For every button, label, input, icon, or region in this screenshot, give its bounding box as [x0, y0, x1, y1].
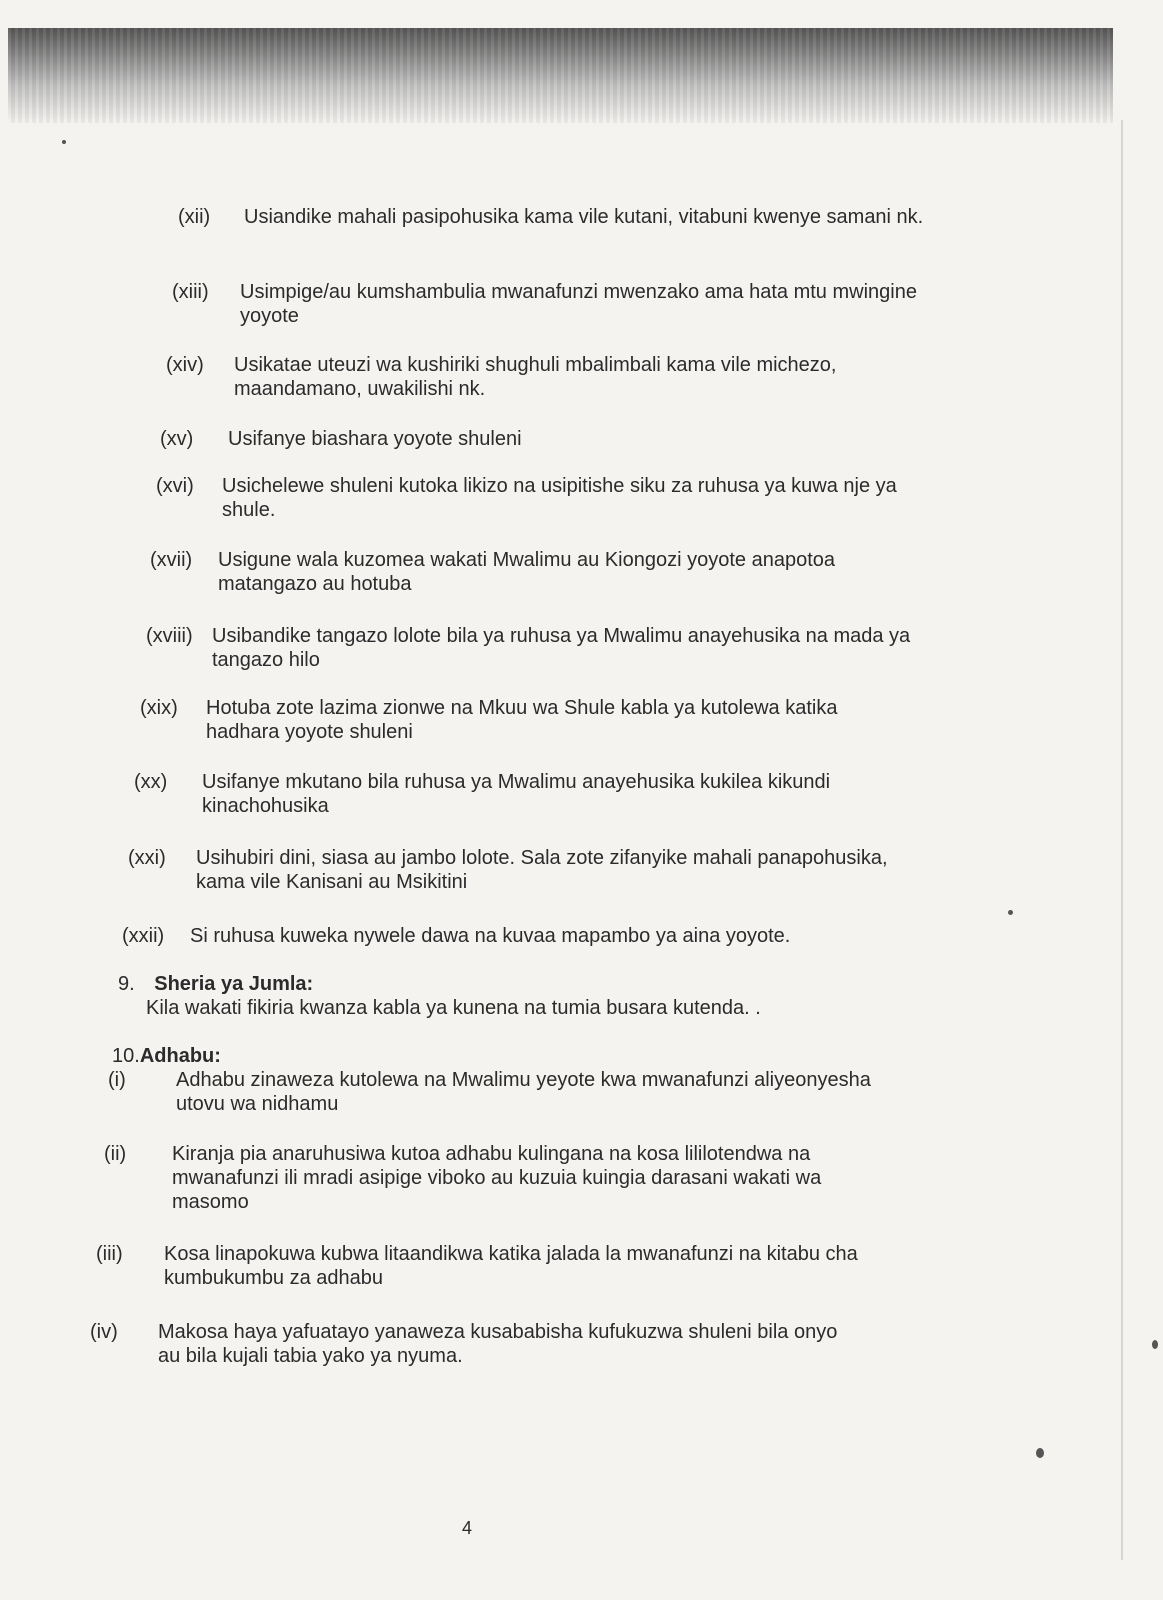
rule-number: (xiii) — [172, 281, 209, 303]
rule-text: Si ruhusa kuweka nywele dawa na kuvaa mapambo ya aina yoyote. — [190, 925, 791, 947]
rule-text: Usihubiri dini, siasa au jambo lolote. Sala zote zifanyike mahali panapohusika, kama vile Kanisani au Msikitini — [196, 847, 888, 893]
section-10-heading — [112, 1044, 221, 1068]
section-9-title: Sheria ya Jumla: — [154, 973, 314, 995]
rule-number: (xxi) — [128, 847, 166, 869]
rule-text: Usifanye mkutano bila ruhusa ya Mwalimu anayehusika kukilea kikundi kinachohusika — [202, 771, 831, 817]
rule-text: Usikatae uteuzi wa kushiriki shughuli mbalimbali kama vile michezo, maandamano, uwakilishi nk. — [234, 354, 837, 400]
rule-number: (xvi) — [156, 475, 194, 497]
penalty-text: Kosa linapokuwa kubwa litaandikwa katika jalada la mwanafunzi na kitabu cha kumbukumbu za adhabu — [164, 1243, 858, 1289]
penalty-number: (iv) — [90, 1321, 118, 1343]
scan-speck — [62, 140, 66, 144]
rule-text: Usichelewe shuleni kutoka likizo na usipitishe siku za ruhusa ya kuwa nje ya shule. — [222, 475, 897, 521]
rule-text: Usigune wala kuzomea wakati Mwalimu au Kiongozi yoyote anapotoa matangazo au hotuba — [218, 549, 836, 595]
penalty-number: (ii) — [104, 1143, 127, 1165]
penalty-text: Makosa haya yafuatayo yanaweza kusababisha kufukuzwa shuleni bila onyo au bila kujali tabia yako ya nyuma. — [158, 1321, 838, 1367]
rule-number: (xviii) — [146, 625, 193, 647]
section-10-number: 10. — [112, 1045, 140, 1067]
penalty-number: (iii) — [96, 1243, 123, 1265]
rule-text: Usibandike tangazo lolote bila ya ruhusa ya Mwalimu anayehusika na mada ya tangazo hilo — [212, 625, 911, 671]
rule-text: Usifanye biashara yoyote shuleni — [228, 428, 522, 450]
scan-speck — [1036, 1448, 1044, 1458]
rule-number: (xix) — [140, 697, 178, 719]
section-9-heading — [118, 972, 313, 996]
section-9-number: 9. — [118, 973, 135, 995]
penalty-text: Kiranja pia anaruhusiwa kutoa adhabu kulingana na kosa lililotendwa na mwanafunzi ili mradi asipige viboko au kuzuia kuingia darasani wakati wa masomo — [172, 1143, 822, 1213]
penalty-number: (i) — [108, 1069, 126, 1091]
page-number: 4 — [462, 1518, 473, 1538]
rule-text: Usiandike mahali pasipohusika kama vile kutani, vitabuni kwenye samani nk. — [244, 206, 924, 228]
rule-number: (xii) — [178, 206, 211, 228]
rule-number: (xx) — [134, 771, 168, 793]
rule-number: (xxii) — [122, 925, 165, 947]
penalty-text: Adhabu zinaweza kutolewa na Mwalimu yeyote kwa mwanafunzi aliyeonyesha utovu wa nidhamu — [176, 1069, 871, 1115]
scan-speck — [1008, 910, 1013, 915]
rule-number: (xiv) — [166, 354, 204, 376]
rule-number: (xv) — [160, 428, 194, 450]
rule-text: Hotuba zote lazima zionwe na Mkuu wa Shule kabla ya kutolewa katika hadhara yoyote shuleni — [206, 697, 838, 743]
rule-number: (xvii) — [150, 549, 193, 571]
rule-text: Usimpige/au kumshambulia mwanafunzi mwenzako ama hata mtu mwingine yoyote — [240, 281, 917, 327]
section-10-title: Adhabu: — [139, 1045, 221, 1067]
scan-speck — [1152, 1340, 1158, 1349]
section-9-text: Kila wakati fikiria kwanza kabla ya kunena na tumia busara kutenda. . — [146, 997, 761, 1019]
